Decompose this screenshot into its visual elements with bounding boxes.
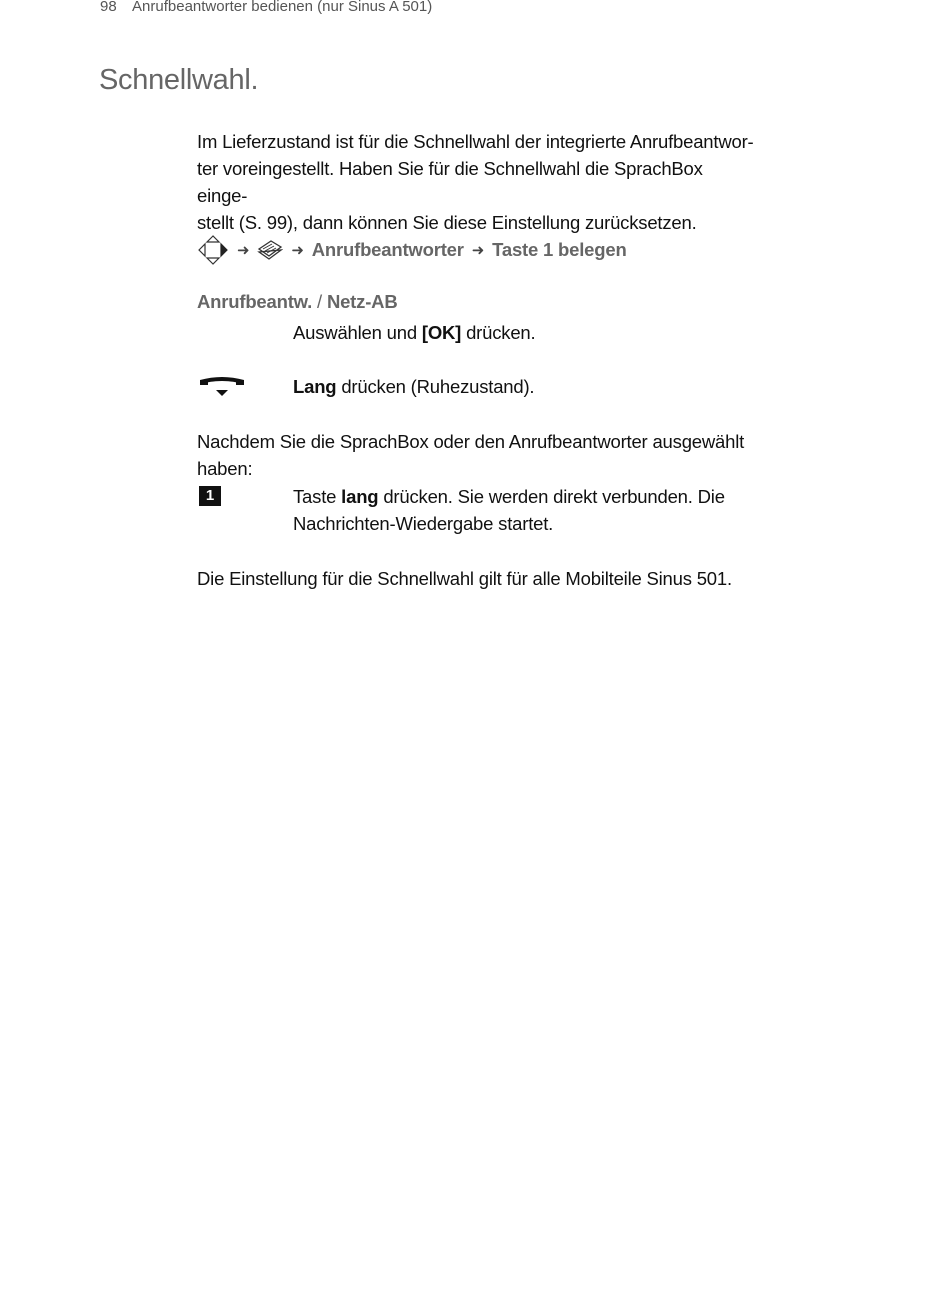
menu-item-taste-1-belegen: Taste 1 belegen: [492, 239, 627, 260]
navigation-key-icon: [197, 235, 229, 265]
menu-option-label: [197, 291, 397, 313]
running-header: [100, 0, 432, 15]
after-selection-paragraph: [197, 428, 757, 482]
answering-machine-icon: [257, 239, 283, 261]
end-call-key-icon: [199, 375, 245, 399]
intro-line: Im Lieferzustand ist für die Schnellwahl der integrierte Anrufbeantwor-: [197, 131, 754, 152]
step-text-line2: Nachrichten-Wiedergabe startet.: [293, 513, 554, 534]
step-select: [293, 319, 763, 346]
paragraph-line: haben:: [197, 458, 253, 479]
step-text: drücken (Ruhezustand).: [336, 376, 535, 397]
page-number: 98: [100, 0, 117, 15]
section-title: Schnellwahl.: [99, 64, 259, 96]
option-separator: /: [312, 291, 327, 312]
path-arrow: ➜: [291, 242, 304, 259]
step-text: Taste: [293, 486, 342, 507]
option-netz-ab: Netz-AB: [326, 291, 398, 312]
step-text: drücken. Sie werden direkt verbunden. Die: [378, 486, 725, 507]
step-text: drücken.: [461, 322, 536, 343]
option-anrufbeantw: Anrufbeantw.: [197, 291, 313, 312]
paragraph-line: Nachdem Sie die SprachBox oder den Anrufbeantworter ausgewählt: [197, 431, 745, 452]
lang-label: lang: [341, 486, 379, 507]
ok-key-label: [OK]: [421, 322, 462, 343]
intro-line: stellt (S. 99), dann können Sie diese Einstellung zurücksetzen.: [197, 212, 697, 233]
menu-item-anrufbeantworter: Anrufbeantworter: [311, 239, 464, 260]
step-end-call: [293, 373, 763, 400]
intro-paragraph: [197, 128, 757, 236]
step-text: Auswählen und: [293, 322, 422, 343]
menu-path: [197, 235, 627, 265]
key-1-icon: 1: [199, 486, 221, 506]
running-title: Anrufbeantworter bedienen (nur Sinus A 501): [132, 0, 433, 15]
path-arrow: ➜: [471, 242, 485, 259]
step-key-1: [293, 483, 763, 537]
path-arrow: ➜: [237, 242, 250, 259]
footer-note: Die Einstellung für die Schnellwahl gilt für alle Mobilteile Sinus 501.: [197, 568, 732, 589]
intro-line: ter voreingestellt. Haben Sie für die Schnellwahl die SprachBox einge-: [197, 158, 703, 206]
lang-label: Lang: [293, 376, 337, 397]
